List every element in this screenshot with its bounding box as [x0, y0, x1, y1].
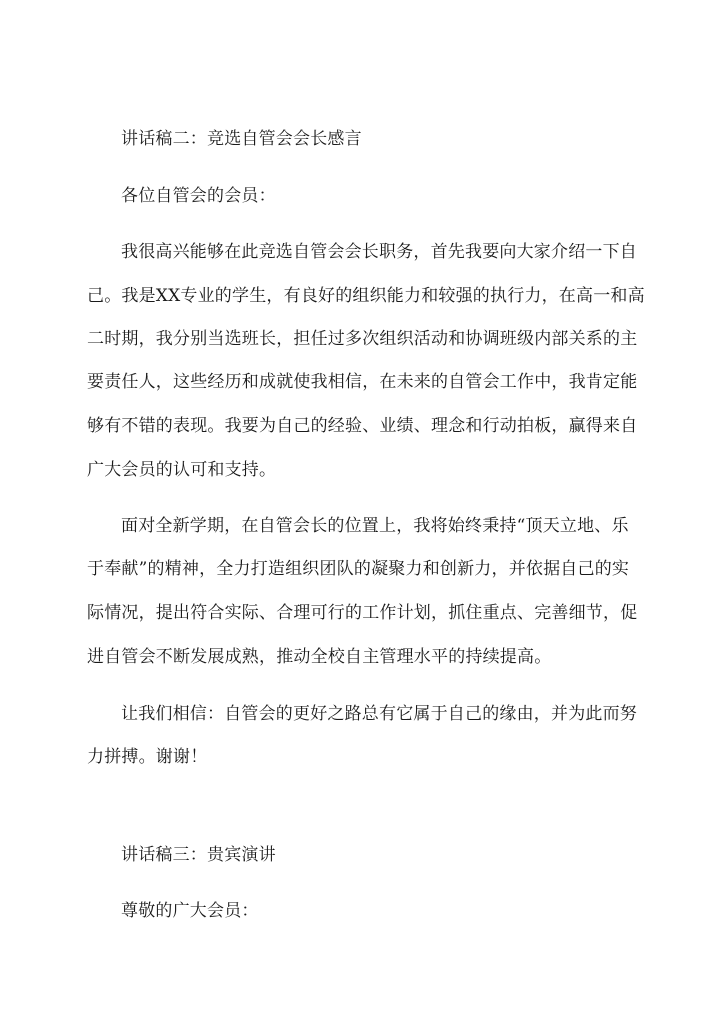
paragraph-line: 面对全新学期，在自管会长的位置上，我将始终秉持“顶天立地、乐: [121, 516, 629, 536]
section-3-title: 讲话稿三：贵宾演讲: [121, 845, 276, 865]
paragraph-line: 际情况，提出符合实际、合理可行的工作计划，抓住重点、完善细节，促: [87, 603, 638, 623]
paragraph-line: 力拼搏。谢谢！: [87, 747, 208, 767]
paragraph-line: 己。我是XX专业的学生，有良好的组织能力和较强的执行力，在高一和高: [87, 286, 645, 306]
paragraph-line: 二时期，我分别当选班长，担任过多次组织活动和协调班级内部关系的主: [87, 329, 638, 349]
paragraph-line: 我很高兴能够在此竞选自管会会长职务，首先我要向大家介绍一下自: [121, 242, 637, 262]
paragraph-line: 广大会员的认可和支持。: [87, 460, 277, 480]
section-2-greeting: 各位自管会的会员：: [121, 186, 276, 206]
paragraph-line: 于奉献”的精神，全力打造组织团队的凝聚力和创新力，并依据自己的实: [87, 559, 630, 579]
section-2-title: 讲话稿二：竞选自管会会长感言: [121, 129, 362, 149]
paragraph-line: 够有不错的表现。我要为自己的经验、业绩、理念和行动拍板，赢得来自: [87, 416, 638, 436]
paragraph-line: 要责任人，这些经历和成就使我相信，在未来的自管会工作中，我肯定能: [87, 372, 638, 392]
paragraph-line: 进自管会不断发展成熟，推动全校自主管理水平的持续提高。: [87, 647, 552, 667]
section-3-greeting: 尊敬的广大会员：: [121, 901, 259, 921]
paragraph-line: 让我们相信：自管会的更好之路总有它属于自己的缘由，并为此而努: [121, 704, 637, 724]
